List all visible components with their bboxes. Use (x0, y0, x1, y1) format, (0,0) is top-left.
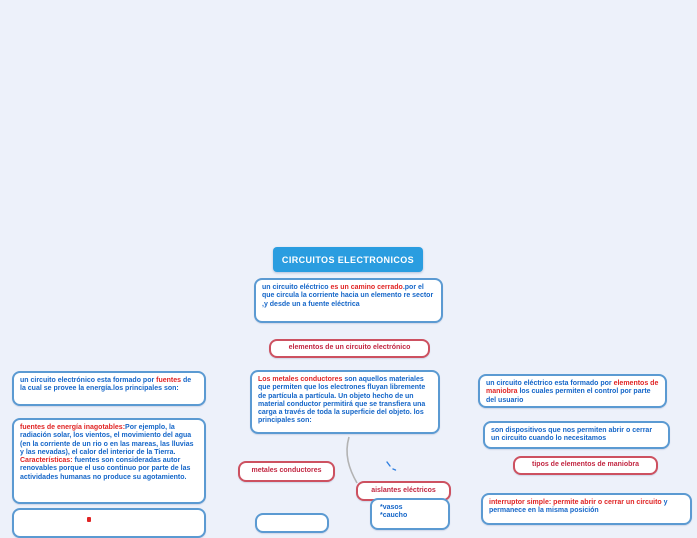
node-title[interactable] (273, 247, 423, 272)
elementos-label-text: elementos de un circuito electrónico (288, 344, 411, 352)
connector-line (347, 437, 357, 483)
interruptor-emphasis: interruptor simple: permite abrir o cerrar un circuito (489, 499, 664, 506)
definition-emphasis: es un camino cerrado (330, 284, 403, 291)
maniobra-intro-emphasis: elementos de maniobra (486, 380, 659, 396)
node-tipos-label[interactable] (513, 456, 658, 475)
maniobra-intro-text-2: los cuales permiten el control por parte del usuario (486, 388, 651, 404)
aislantes-item: *vasos (380, 504, 403, 511)
maniobra-def-text: son dispositivos que nos permiten abrir o cerrar un circuito cuando lo necesitamos (491, 427, 653, 443)
caracteristicas-text: fuentes son consideradas autor renovables porque el uso continuo por parte de las actividades humanas no produce su agotamiento. (20, 457, 191, 481)
aislantes-item: *caucho (380, 512, 408, 520)
fuentes-intro-emphasis: fuentes (156, 377, 183, 384)
fuentes-intro-text-2: de la cual se provee la energía.los principales son: (20, 377, 192, 393)
node-aislantes-items[interactable] (370, 498, 450, 530)
node-elementos-label[interactable] (269, 339, 430, 358)
node-fuentes-list-clipped[interactable] (12, 508, 206, 538)
node-metales-description[interactable] (250, 370, 440, 434)
definition-text-2: .por el que circula la corriente hacia un elemento re sector ,y desde un a fuente eléctrica (262, 284, 434, 308)
tipos-label-text: tipos de elementos de maniobra (532, 461, 639, 469)
node-fuentes-intro[interactable] (12, 371, 206, 406)
pen-scribble-icon (387, 462, 396, 470)
title-label: CIRCUITOS ELECTRONICOS (281, 254, 415, 265)
node-maniobra-definition[interactable] (483, 421, 670, 449)
inagotables-text: Por ejemplo, la radiación solar, los vientos, el movimiento del agua (en la corriente de un rio o en las mareas, las lluvias y las nevadas), el calor del interior de la Tierra. (20, 424, 194, 456)
node-definition[interactable] (254, 278, 443, 323)
maniobra-intro-text: un circuito eléctrico esta formado por (486, 380, 614, 387)
node-maniobra-intro[interactable] (478, 374, 667, 408)
node-metales-list-clipped[interactable] (255, 513, 329, 533)
interruptor-text: y permanece en la misma posición (489, 499, 668, 515)
aislantes-label-text: aislantes eléctricos (371, 486, 436, 494)
inagotables-heading: fuentes de energía inagotables: (20, 424, 126, 431)
definition-text: un circuito eléctrico (262, 284, 331, 291)
metales-label-text: metales conductores (251, 467, 322, 475)
caracteristicas-heading: Características: (20, 457, 75, 464)
fuentes-intro-text: un circuito electrónico esta formado por (20, 377, 157, 384)
metales-desc-emphasis: Los metales conductores (258, 376, 345, 383)
node-interruptor[interactable] (481, 493, 692, 525)
node-metales-label[interactable] (238, 461, 335, 482)
metales-desc-text: son aquellos materiales que permiten que los electrones fluyan libremente de partícula a partícula. Un objeto hecho de un material conductor permitirá que se transfiera una carga a través de toda la superficie del objeto. los principales son: (258, 376, 426, 425)
node-fuentes-inagotables[interactable] (12, 418, 206, 504)
